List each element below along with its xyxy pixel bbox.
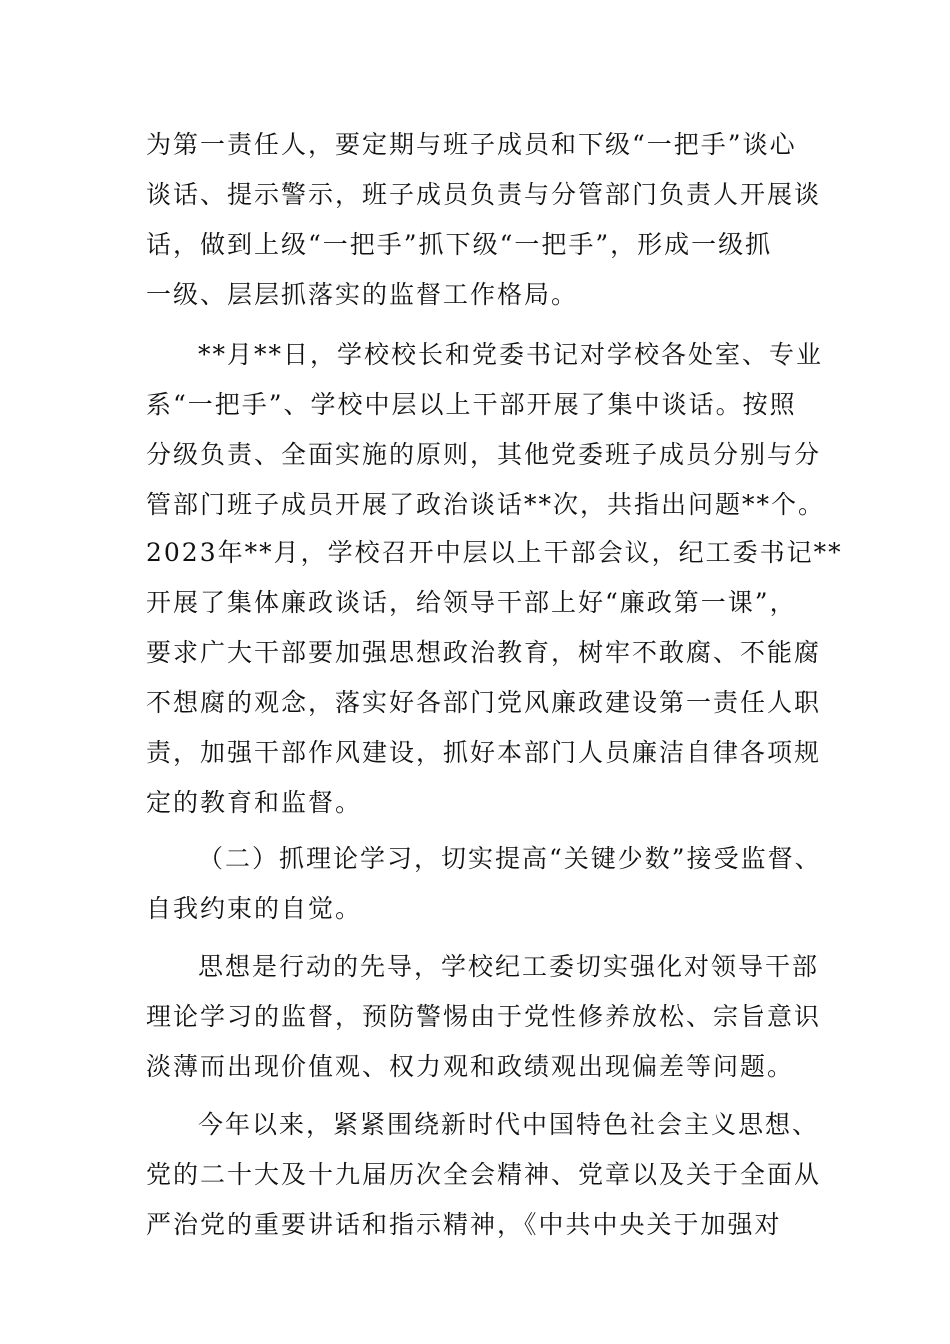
text-line: 2023年**月，学校召开中层以上干部会议，纪工委书记** (146, 538, 843, 567)
text-line: 一级、层层抓落实的监督工作格局。 (146, 280, 579, 309)
text-line: 不想腐的观念，落实好各部门党风廉政建设第一责任人职 (146, 688, 822, 717)
text-line: **月**日，学校校长和党委书记对学校各处室、专业 (198, 340, 824, 369)
text-line: 要求广大干部要加强思想政治教育，树牢不敢腐、不能腐 (146, 638, 822, 667)
text-line: 今年以来，紧紧围绕新时代中国特色社会主义思想、 (198, 1110, 820, 1139)
text-line: 淡薄而出现价值观、权力观和政绩观出现偏差等问题。 (146, 1052, 795, 1081)
text-line: 定的教育和监督。 (146, 788, 363, 817)
text-line: 话，做到上级“一把手”抓下级“一把手”，形成一级抓 (146, 230, 773, 259)
text-line: 思想是行动的先导，学校纪工委切实强化对领导干部 (198, 952, 820, 981)
text-line: 党的二十大及十九届历次全会精神、党章以及关于全面从 (146, 1160, 822, 1189)
text-line: 为第一责任人，要定期与班子成员和下级“一把手”谈心 (146, 130, 797, 159)
text-line: 谈话、提示警示，班子成员负责与分管部门负责人开展谈 (146, 180, 822, 209)
text-line: 分级负责、全面实施的原则，其他党委班子成员分别与分 (146, 440, 822, 469)
section-heading: （二）抓理论学习，切实提高“关键少数”接受监督、 (198, 844, 822, 873)
text-line: 开展了集体廉政谈话，给领导干部上好“廉政第一课”， (146, 588, 797, 617)
text-line: 系“一把手”、学校中层以上干部开展了集中谈话。按照 (146, 390, 797, 419)
text-line: 严治党的重要讲话和指示精神，《中共中央关于加强对 (146, 1210, 782, 1239)
section-heading-continuation: 自我约束的自觉。 (146, 894, 363, 923)
text-line: 责，加强干部作风建设，抓好本部门人员廉洁自律各项规 (146, 738, 822, 767)
text-line: 管部门班子成员开展了政治谈话**次，共指出问题**个。 (146, 490, 826, 519)
text-line: 理论学习的监督，预防警惕由于党性修养放松、宗旨意识 (146, 1002, 822, 1031)
